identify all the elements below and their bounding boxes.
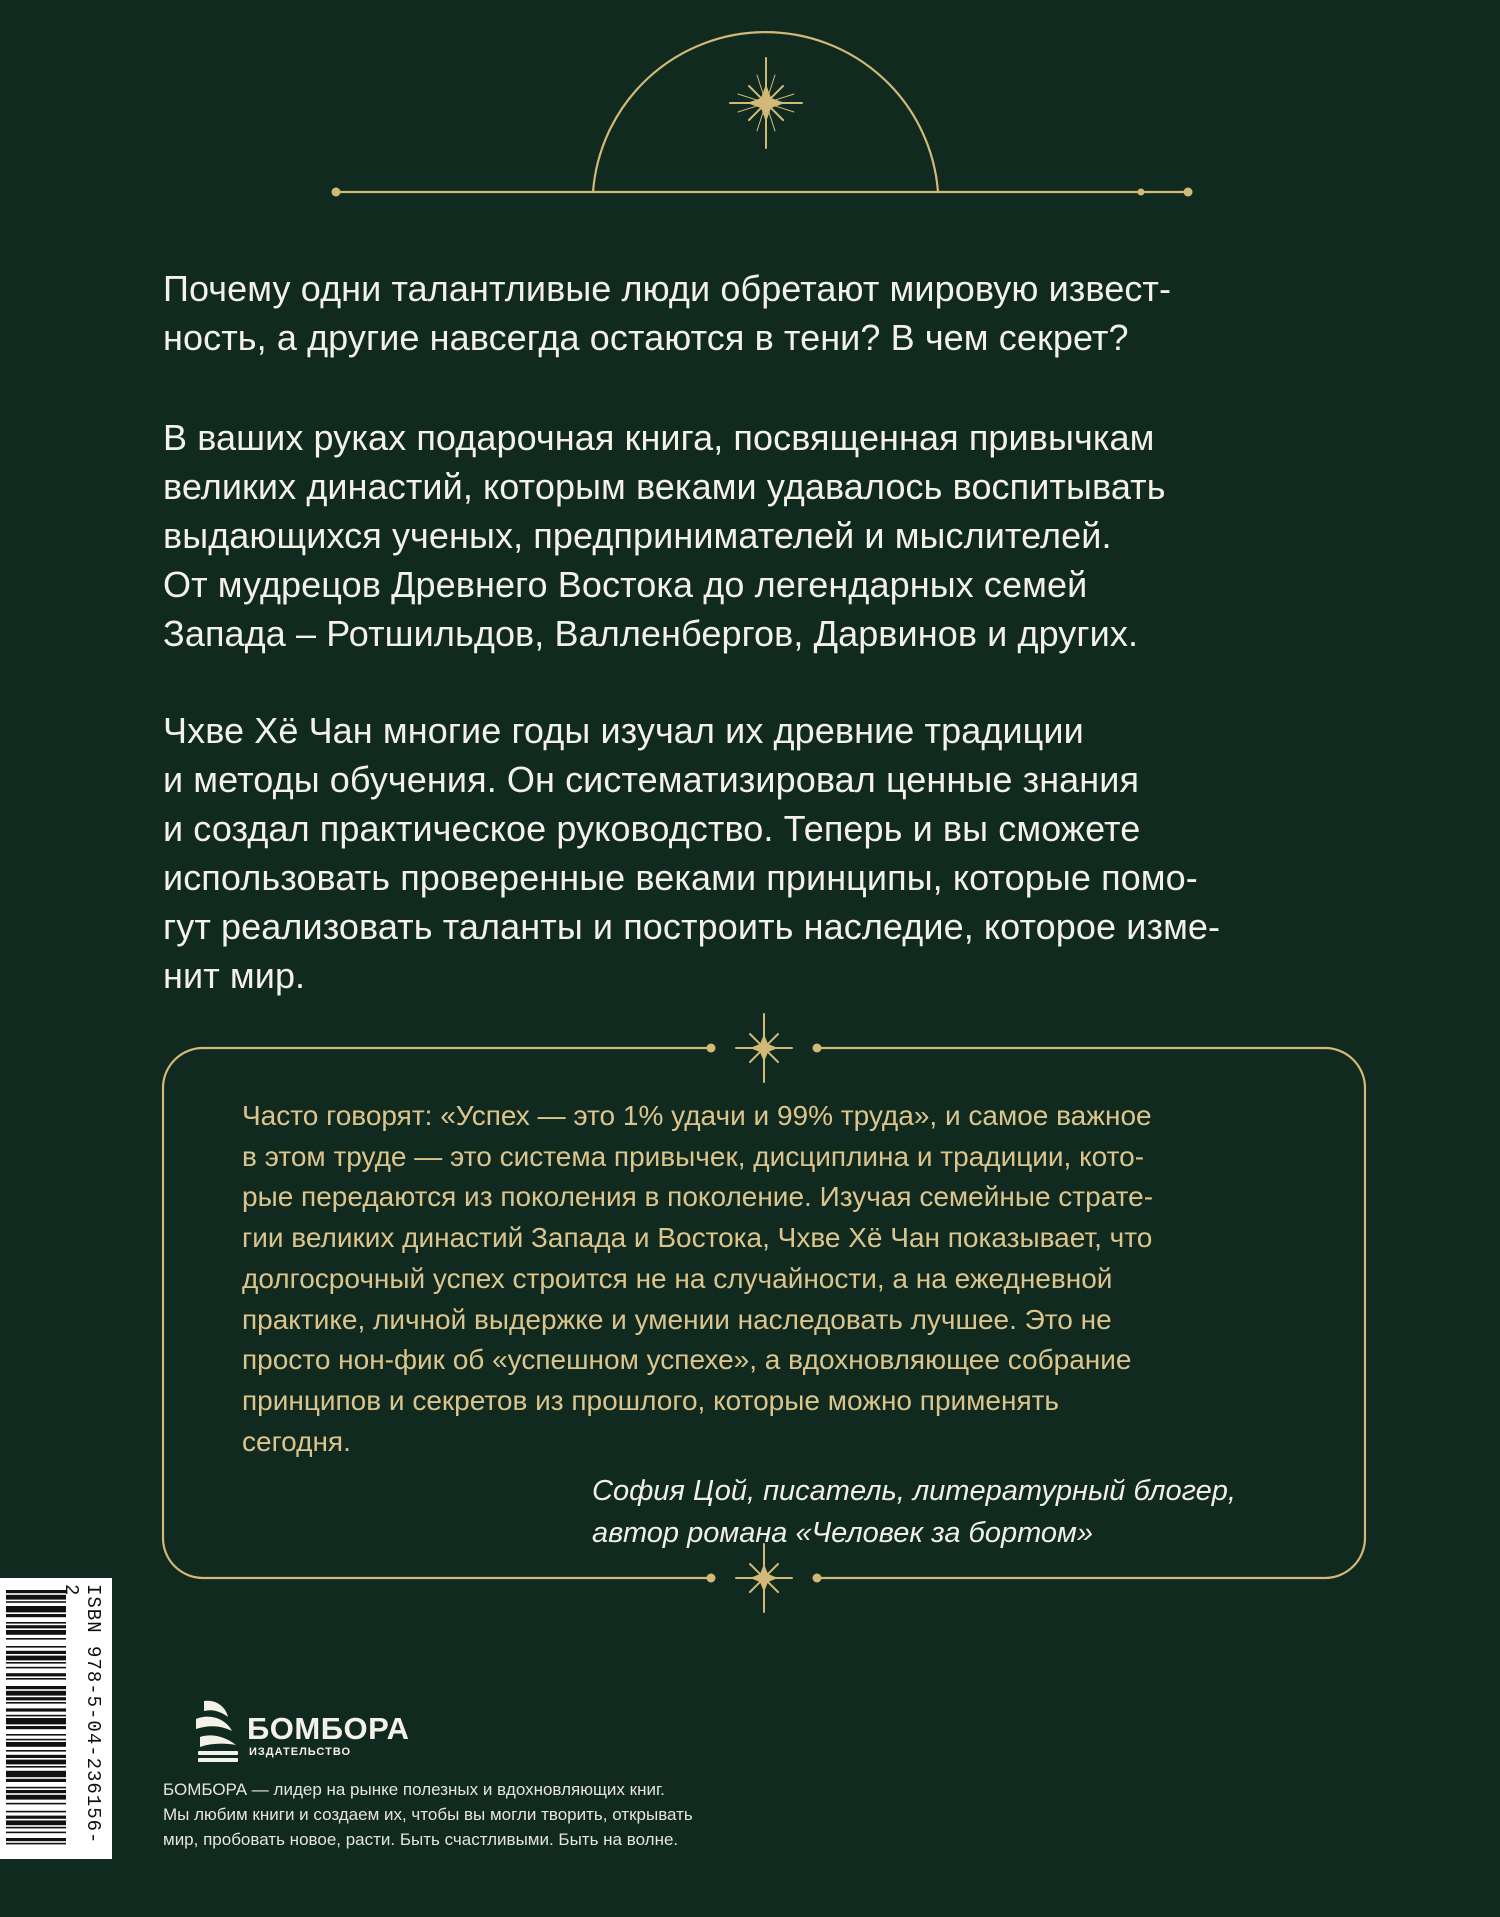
publisher-name: БОМБОРА	[247, 1711, 410, 1746]
barcode-bar	[6, 1662, 66, 1664]
isbn-barcode	[0, 1578, 112, 1859]
barcode-bar	[6, 1718, 66, 1724]
publisher-subtitle: ИЗДАТЕЛЬСТВО	[249, 1746, 352, 1758]
barcode-bar	[6, 1708, 66, 1711]
barcode-bar	[6, 1667, 66, 1669]
publisher-blurb	[163, 1777, 693, 1852]
barcode-bar	[6, 1790, 66, 1793]
barcode-bar	[6, 1734, 66, 1736]
text-line: В ваших руках подарочная книга, посвященная привычкам	[163, 417, 1155, 458]
barcode-bar	[6, 1787, 66, 1789]
barcode-bar	[6, 1803, 66, 1805]
barcode-bar	[6, 1827, 66, 1829]
attribution-line: автор романа «Человек за бортом»	[592, 1517, 1094, 1549]
barcode-bar	[6, 1795, 66, 1800]
text-line: и создал практическое руководство. Теперь и вы сможете	[163, 808, 1141, 849]
barcode-bar	[6, 1832, 66, 1834]
barcode-bar	[6, 1816, 66, 1819]
quote-line: Часто говорят: «Успех — это 1% удачи и 99% труда», и самое важное	[242, 1100, 1152, 1131]
barcode-bar	[6, 1750, 66, 1752]
text-line: нит мир.	[163, 955, 306, 996]
blurb-line: БОМБОРА — лидер на рынке полезных и вдохновляющих книг.	[163, 1780, 665, 1799]
blurb-line: мир, пробовать новое, расти. Быть счастливыми. Быть на волне.	[163, 1830, 679, 1849]
quote-attribution	[592, 1470, 1236, 1554]
quote-line: практике, личной выдержке и умении наследовать лучшее. Это не	[242, 1303, 1112, 1335]
barcode-bar	[6, 1638, 66, 1640]
text-line: и методы обучения. Он систематизировал ценные знания	[163, 759, 1140, 800]
barcode-bar	[6, 1820, 66, 1825]
text-line: гут реализовать таланты и построить наследие, которое изме-	[163, 906, 1221, 947]
barcode-bar	[6, 1646, 66, 1648]
top-ornament	[0, 0, 1500, 220]
isbn-number: ISBN 978-5-04-236156-2	[60, 1584, 104, 1845]
barcode-bar	[6, 1739, 66, 1741]
barcode-bar	[6, 1838, 66, 1841]
sparkle-icon	[736, 1544, 792, 1612]
barcode-bar	[6, 1760, 66, 1765]
barcode-bar	[6, 1702, 66, 1704]
barcode-bar	[6, 1742, 66, 1747]
intro-paragraph-1	[163, 264, 1343, 362]
quote-line: рые передаются из поколения в поколение. Изучая семейные страте-	[242, 1181, 1154, 1213]
review-quote	[242, 1096, 1282, 1462]
quote-line: просто нон-фик об «успешном успехе», а вдохновляющее собрание	[242, 1344, 1132, 1376]
barcode-bar	[6, 1766, 66, 1768]
barcode-bar	[6, 1678, 66, 1680]
barcode-bar	[6, 1606, 66, 1612]
barcode-bar	[6, 1811, 66, 1813]
barcode-bar	[6, 1673, 66, 1676]
text-line: Чхве Хё Чан многие годы изучал их древние традиции	[163, 710, 1084, 751]
text-line: Запада – Ротшильдов, Валленбергов, Дарвинов и других.	[163, 613, 1139, 654]
intro-paragraph-2	[163, 413, 1343, 658]
barcode-bar	[6, 1625, 66, 1628]
quote-line: в этом труде — это система привычек, дисциплина и традиции, кото-	[242, 1140, 1145, 1172]
barcode-bar	[6, 1590, 66, 1593]
text-line: ность, а другие навсегда остаются в тени? В чем секрет?	[163, 317, 1129, 358]
text-line: Почему одни талантливые люди обретают мировую извест-	[163, 268, 1172, 309]
quote-line: гии великих династий Запада и Востока, Чхве Хё Чан показывает, что	[242, 1222, 1153, 1254]
barcode-bar	[6, 1595, 66, 1600]
quote-line: сегодня.	[242, 1425, 351, 1457]
barcode-bar	[6, 1651, 66, 1654]
ornament-dot-left	[332, 188, 341, 197]
barcode-bar	[6, 1697, 66, 1700]
barcode-bar	[6, 1622, 66, 1624]
text-line: выдающихся ученых, предпринимателей и мыслителей.	[163, 515, 1112, 556]
quote-line: долгосрочный успех строится не на случайности, а на ежедневной	[242, 1262, 1113, 1294]
text-line: От мудрецов Древнего Востока до легендарных семей	[163, 564, 1088, 605]
barcode-bar	[6, 1715, 66, 1717]
text-line: использовать проверенные веками принципы, которые помо-	[163, 857, 1198, 898]
bombora-logo-icon	[190, 1697, 246, 1765]
barcode-bar	[6, 1771, 66, 1777]
blurb-line: Мы любим книги и создаем их, чтобы вы могли творить, открывать	[163, 1805, 693, 1824]
attribution-line: София Цой, писатель, литературный блогер,	[592, 1475, 1236, 1507]
barcode-bar	[6, 1656, 66, 1661]
ornament-dot-right	[1184, 188, 1193, 197]
ornament-dot-inner-right	[1138, 189, 1145, 196]
barcode-bar	[6, 1686, 66, 1689]
barcode-bar	[6, 1726, 66, 1729]
text-line: великих династий, которым веками удавалось воспитывать	[163, 466, 1166, 507]
sparkle-icon	[736, 1014, 792, 1082]
barcode-bar	[6, 1843, 66, 1845]
barcode-bar	[6, 1614, 66, 1617]
barcode-bar	[6, 1691, 66, 1696]
barcode-bar	[6, 1755, 66, 1758]
barcode-bar	[6, 1630, 66, 1635]
intro-paragraph-3	[163, 706, 1343, 1000]
quote-line: принципов и секретов из прошлого, которые можно применять	[242, 1384, 1060, 1416]
barcode-bar	[6, 1779, 66, 1782]
barcode-bar	[6, 1601, 66, 1603]
